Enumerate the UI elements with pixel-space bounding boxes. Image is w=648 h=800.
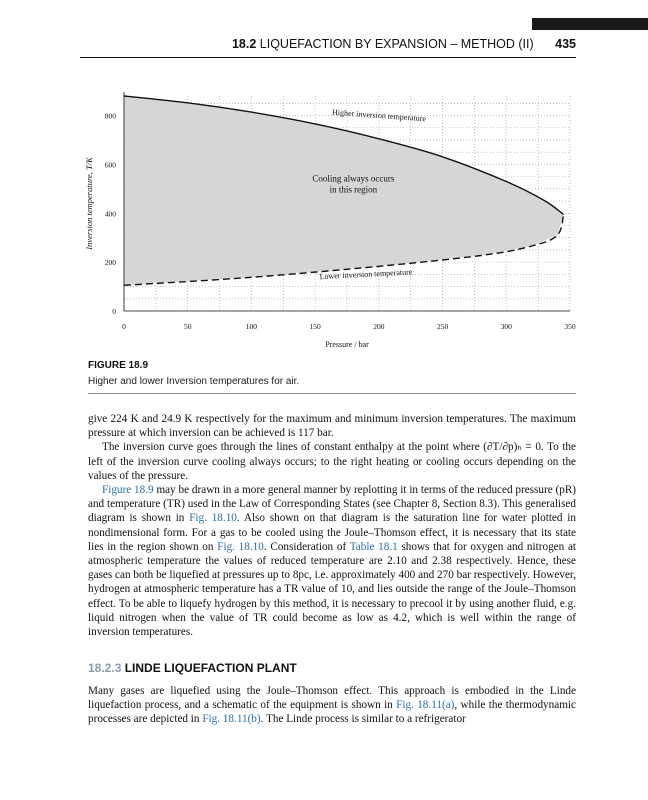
y-tick-label: 400 [104,209,116,219]
paragraph-2: The inversion curve goes through the lines of constant enthalpy at the point where (∂T/∂p)ₕ = 0. To the left of the inversion curve cooling always occurs; to the right heating or cooling occurs depending on the values of the pressure. [88,441,576,482]
running-header [232,37,576,51]
annotation-cooling-region-line1: Cooling always occurs [312,173,395,184]
paragraph-3-part-b: . Also shown on that diagram is the saturation line for water plotted in nondimensional form. For a gas to be cooled using the Joule–Thomson effect, it is necessary that its state lies in the region shown on [88,512,576,553]
link-table-18-1[interactable]: Table 18.1 [349,540,398,553]
link-figure-18-10[interactable]: Fig. 18.10 [189,512,237,525]
link-figure-18-11b[interactable]: Fig. 18.11(b) [202,713,261,726]
paragraph-3-part-c: . Consideration of [263,540,350,553]
paragraph-3-part-d: shows that for oxygen and nitrogen at atmospheric temperature the values of reduced temperature are 2.10 and 2.38 respectively. Hence, these gases can both be liquefied at pressures up to 8pc, i.e. approximately 400 and 270 bar respectively. However, hydrogen at atmospheric temperature has a TR value of 10, and lies outside the range of the Joule–Thomson effect. To be able to liquefy hydrogen by this method, it is necessary to precool it by using another fluid, e.g. liquid nitrogen when the value of TR could become as low as 4.2, which is well within the range of inversion temperatures. [88,540,577,639]
paragraph-3-part-a: may be drawn in a more general manner by replotting it in terms of the reduced pressure (pR) and temperature (TR) used in the Law of Corresponding States (see Chapter 8, Section 8.3). This generalised diagram is shown in [88,484,577,525]
paragraph-4 [88,684,576,727]
y-axis-ticks [105,112,117,316]
x-axis-label: Pressure / bar [325,340,369,349]
x-tick-label: 350 [564,322,576,331]
header-section-number: 18.2 [231,37,257,51]
corner-tab [532,18,648,30]
x-tick-label: 300 [500,322,512,331]
annotation-lower-inversion: Lower inversion temperature [319,267,413,282]
x-axis-ticks [122,322,576,331]
y-tick-label: 200 [104,258,116,268]
link-figure-18-10-second[interactable]: Fig. 18.10 [217,540,264,553]
y-tick-label: 800 [104,111,116,121]
y-axis-label: Inversion temperature, T/K [84,157,94,250]
figure-caption: Higher and lower Inversion temperatures for air. [88,376,300,387]
paragraph-4-part-a: Many gases are liquefied using the Joule–Thomson effect. This approach is embodied in the Linde liquefaction process, and a schematic of the equipment is shown in [88,685,576,712]
section-heading-number: 18.2.3 [88,661,122,675]
header-rule [80,57,576,58]
body-text [88,412,576,639]
x-tick-label: 250 [436,322,449,331]
x-tick-label: 100 [245,322,258,331]
annotation-cooling-region-line2: in this region [329,184,378,195]
figure-label: FIGURE 18.9 [88,360,149,371]
x-tick-label: 0 [122,322,126,331]
x-tick-label: 50 [183,322,192,331]
y-tick-label: 600 [104,160,116,170]
section-heading-title: LINDE LIQUEFACTION PLANT [124,661,297,675]
paragraph-4-part-c: . The Linde process is similar to a refrigerator [260,713,466,726]
paragraph-3 [88,483,576,639]
paragraph-1: give 224 K and 24.9 K respectively for the maximum and minimum inversion temperatures. The maximum pressure at which inversion can be achieved is 117 bar. [88,413,576,440]
header-section-title: LIQUEFACTION BY EXPANSION – METHOD (II) [259,37,534,51]
x-tick-label: 200 [373,322,385,331]
annotation-higher-inversion: Higher inversion temperature [331,107,427,124]
inversion-temperature-chart [72,84,576,356]
y-tick-label: 0 [112,307,116,316]
page-number: 435 [555,37,576,51]
section-heading [88,661,297,675]
paragraph-4-part-b: , while the thermodynamic processes are depicted in [88,699,576,726]
caption-rule [88,393,576,394]
x-tick-label: 150 [309,322,321,331]
section-body-text [88,684,576,727]
link-figure-18-11a[interactable]: Fig. 18.11(a) [396,699,455,712]
link-figure-18-9[interactable]: Figure 18.9 [102,484,154,497]
